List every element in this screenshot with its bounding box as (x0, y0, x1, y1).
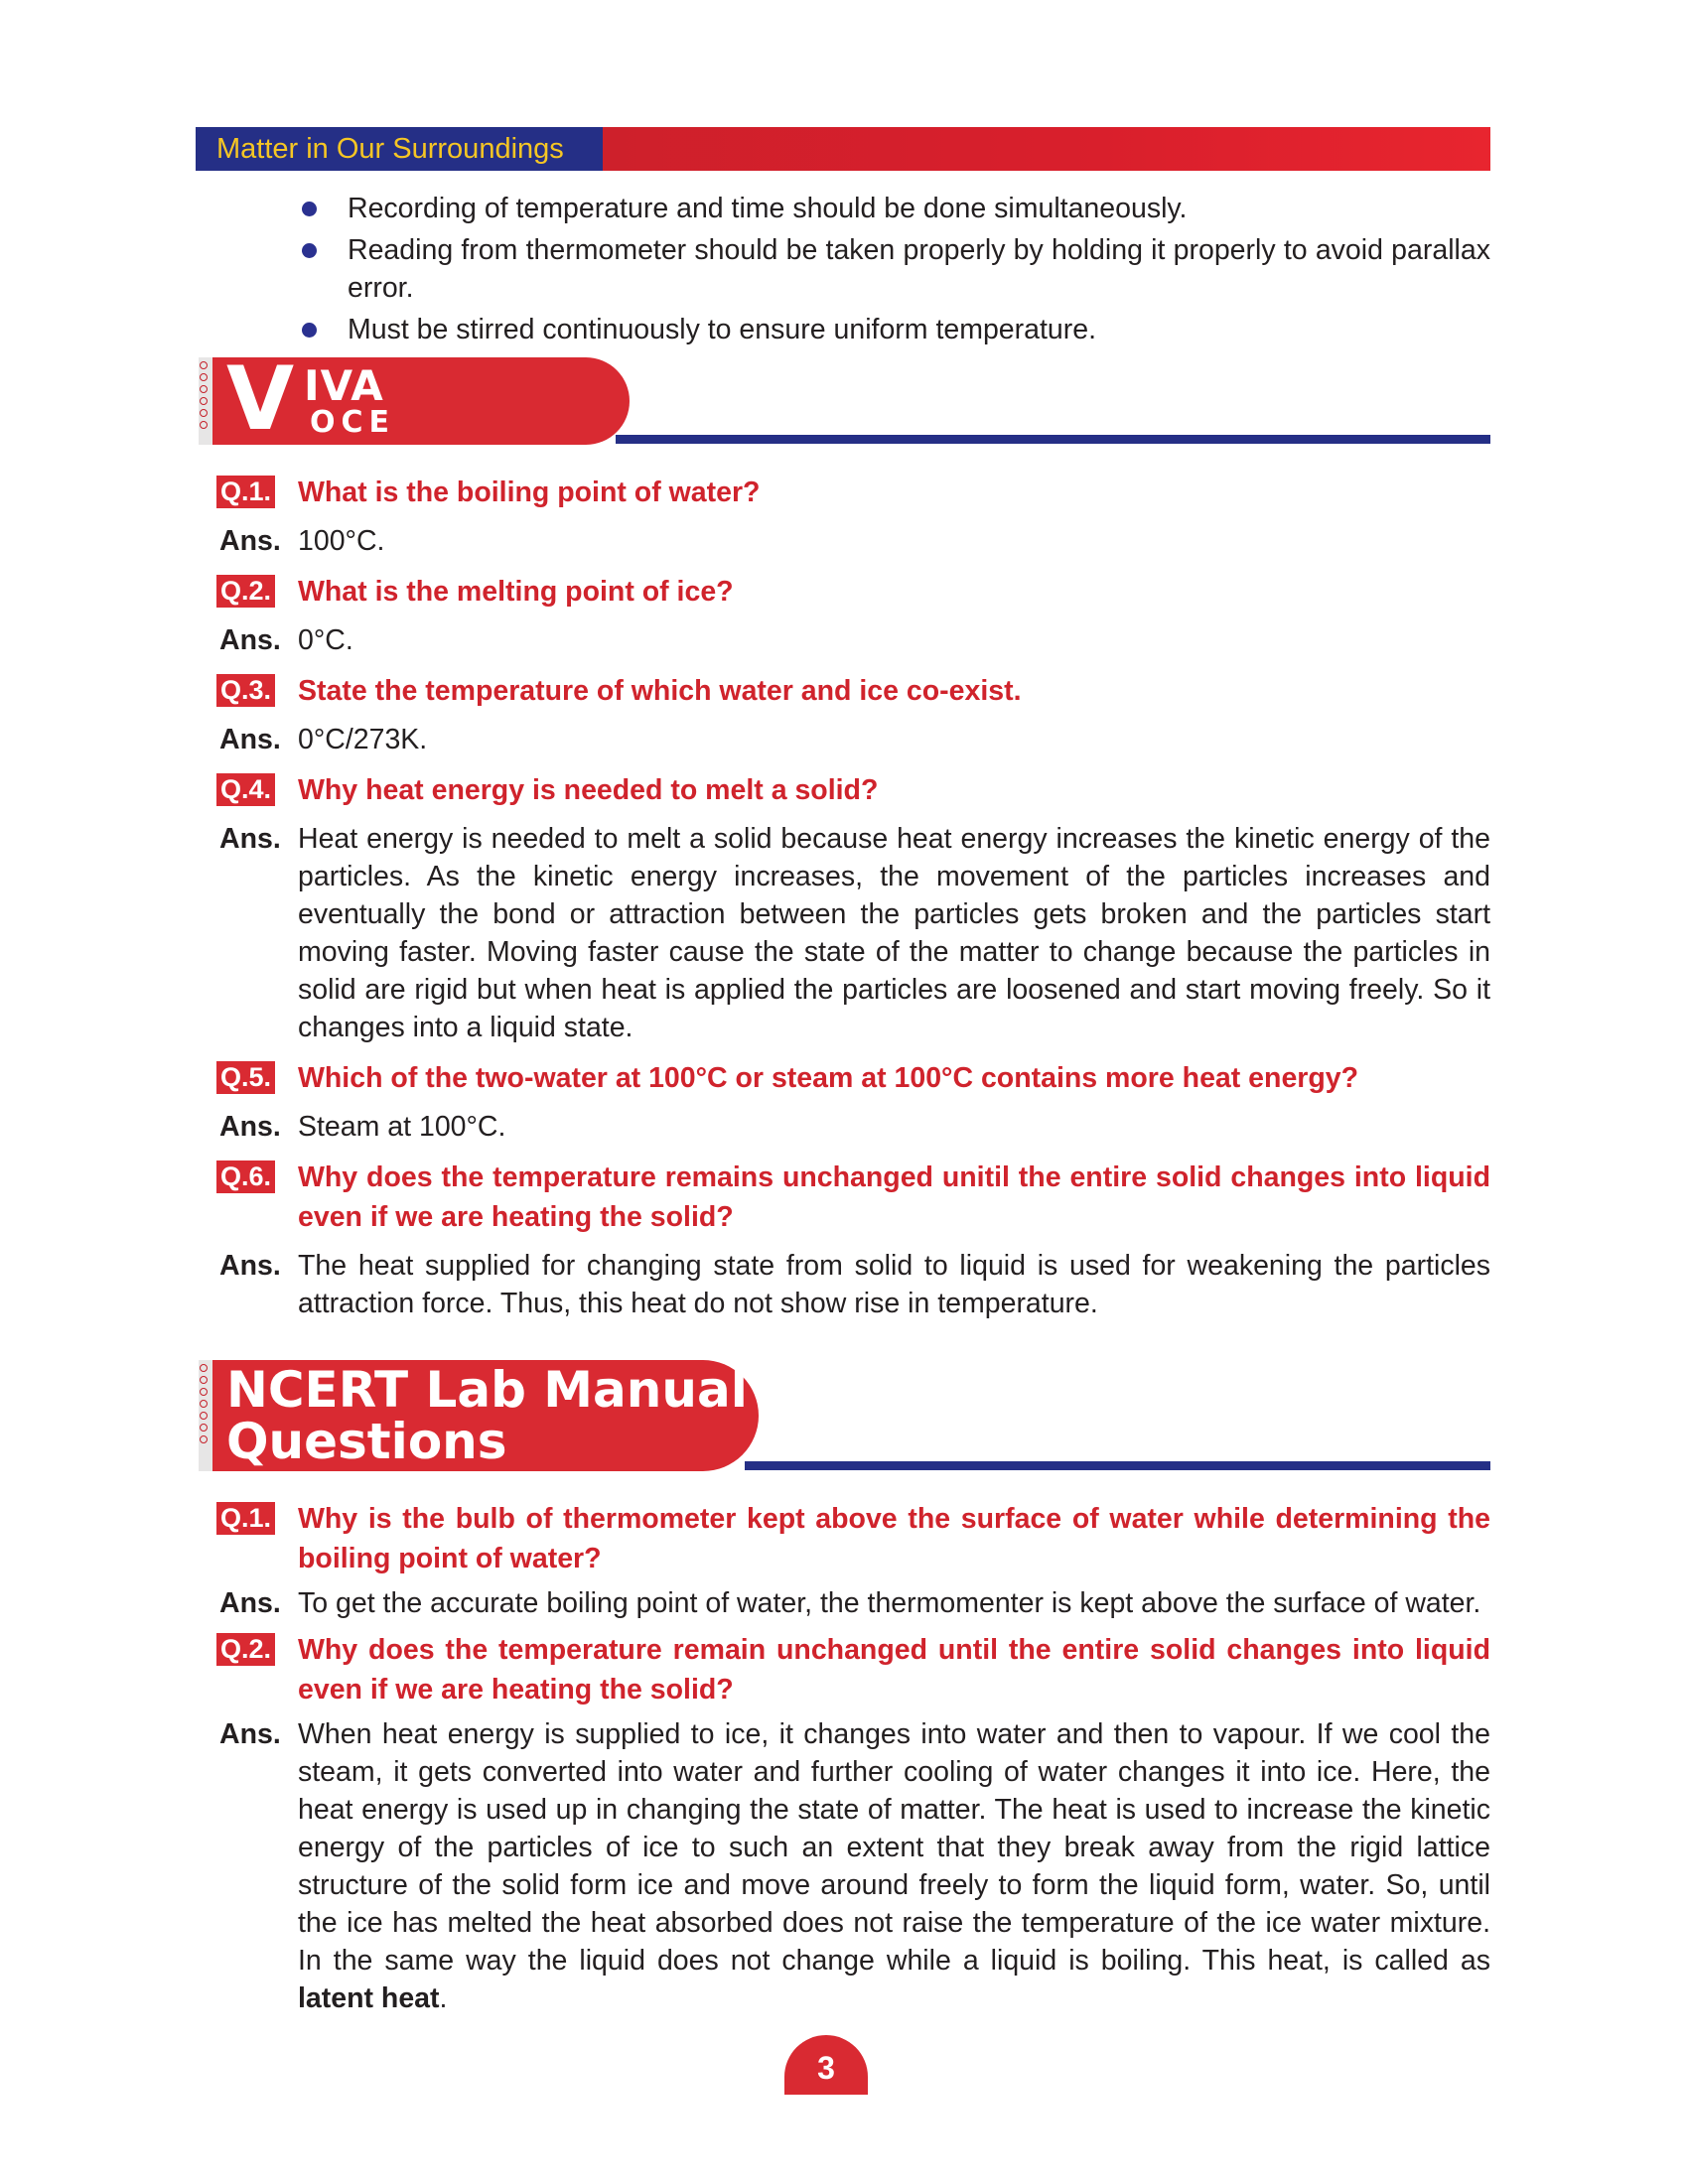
question-number: Q.3. (216, 674, 275, 707)
bullet-text: Recording of temperature and time should be done simultaneously. (348, 193, 1188, 224)
ncert-lab-manual-banner (199, 1360, 1490, 1471)
answer-label: Ans. (219, 724, 281, 755)
answer (216, 1715, 1490, 2017)
question-number: Q.1. (216, 476, 275, 508)
list-item (298, 190, 1490, 228)
question (216, 572, 1490, 612)
viva-oce-text: OCE (310, 405, 396, 440)
list-item (298, 231, 1490, 308)
answer-text: 100°C. (298, 525, 385, 557)
bullet-text: Reading from thermometer should be taken properly by holding it properly to avoid parallax error. (348, 233, 1490, 304)
question (216, 1499, 1490, 1578)
viva-iva-text: IVA (304, 361, 384, 410)
answer-text: 0°C. (298, 624, 353, 656)
answer-text: When heat energy is supplied to ice, it changes into water and then to vapour. If we cool the steam, it gets converted into water and further cooling of water changes it into ice. Here, the heat energy is used up in changing the state of matter. The heat is used to increase the kinetic energy of the particles of ice to such an extent that they break away from the rigid lattice structure of the solid form ice and move around freely to form the liquid form, water. So, until the ice has melted the heat absorbed does not raise the temperature of the ice water mixture. In the same way the liquid does not change while a liquid is boiling. This heat, is called as (298, 1718, 1490, 1977)
answer-label: Ans. (219, 1250, 281, 1282)
question-number: Q.2. (216, 1633, 275, 1666)
answer (216, 820, 1490, 1046)
question (216, 1630, 1490, 1709)
answer (216, 1108, 1490, 1146)
answer-label: Ans. (219, 1587, 281, 1619)
question (216, 770, 1490, 810)
question-text: What is the boiling point of water? (298, 477, 761, 508)
answer-bold-term: latent heat (298, 1982, 440, 2014)
viva-v-letter: V (226, 347, 295, 450)
question-text: Which of the two-water at 100°C or steam at 100°C contains more heat energy? (298, 1062, 1359, 1094)
question-number: Q.4. (216, 773, 275, 806)
answer (216, 1247, 1490, 1322)
viva-voce-banner (199, 347, 1490, 450)
question-number: Q.5. (216, 1061, 275, 1094)
chapter-title: Matter in Our Surroundings (216, 133, 564, 165)
bullet-icon (302, 202, 317, 216)
answer-text: To get the accurate boiling point of water, the thermomenter is kept above the surface of water. (298, 1587, 1481, 1619)
section-rule (745, 1461, 1490, 1470)
dots-strip (199, 1360, 212, 1471)
answer (216, 522, 1490, 560)
question-text: Why does the temperature remain unchanged until the entire solid changes into liquid even if we are heating the solid? (298, 1634, 1490, 1706)
answer-label: Ans. (219, 624, 281, 656)
answer-text: 0°C/273K. (298, 724, 428, 755)
answer-text: The heat supplied for changing state from solid to liquid is used for weakening the particles attraction force. Thus, this heat do not show rise in temperature. (298, 1250, 1490, 1319)
question-text: Why does the temperature remains unchanged unitil the entire solid changes into liquid even if we are heating the solid? (298, 1161, 1490, 1233)
question-text: Why is the bulb of thermometer kept above the surface of water while determining the boiling point of water? (298, 1503, 1490, 1574)
answer (216, 1584, 1490, 1622)
ncert-title-line1: NCERT Lab Manual (226, 1361, 748, 1419)
answer-text: Heat energy is needed to melt a solid because heat energy increases the kinetic energy of the particles. As the kinetic energy increases, the movement of the particles increases and eventually the bond or attraction between the particles gets broken and the particles start moving faster. Moving faster cause the state of the matter to change because the particles in solid are rigid but when heat is applied the particles are loosened and start moving freely. So it changes into a liquid state. (298, 823, 1490, 1043)
answer-text: Steam at 100°C. (298, 1111, 506, 1143)
question-text: State the temperature of which water and ice co-exist. (298, 675, 1022, 707)
page-number: 3 (817, 2050, 835, 2086)
viva-voce-qa (216, 473, 1490, 1322)
answer-label: Ans. (219, 1111, 281, 1143)
bullet-icon (302, 323, 317, 338)
answer (216, 721, 1490, 758)
question (216, 1058, 1490, 1098)
ncert-pill (212, 1360, 759, 1471)
answer-label: Ans. (219, 1718, 281, 1750)
question-number: Q.1. (216, 1502, 275, 1535)
bullet-text: Must be stirred continuously to ensure uniform temperature. (348, 313, 1097, 345)
viva-voce-pill (212, 347, 630, 450)
ncert-qa (216, 1499, 1490, 2017)
question (216, 473, 1490, 512)
question (216, 1158, 1490, 1237)
question-text: What is the melting point of ice? (298, 576, 734, 608)
answer (216, 621, 1490, 659)
question-text: Why heat energy is needed to melt a solid? (298, 774, 879, 806)
dots-strip (199, 357, 212, 445)
question-number: Q.2. (216, 575, 275, 608)
bullet-icon (302, 243, 317, 258)
answer-label: Ans. (219, 525, 281, 557)
answer-end: . (439, 1982, 448, 2014)
answer-label: Ans. (219, 823, 281, 855)
list-item (298, 311, 1490, 349)
page-number-badge (784, 2035, 868, 2095)
question-number: Q.6. (216, 1160, 275, 1193)
precautions-list (298, 190, 1490, 351)
section-rule (616, 435, 1490, 444)
question (216, 671, 1490, 711)
ncert-title-line2: Questions (226, 1413, 507, 1470)
